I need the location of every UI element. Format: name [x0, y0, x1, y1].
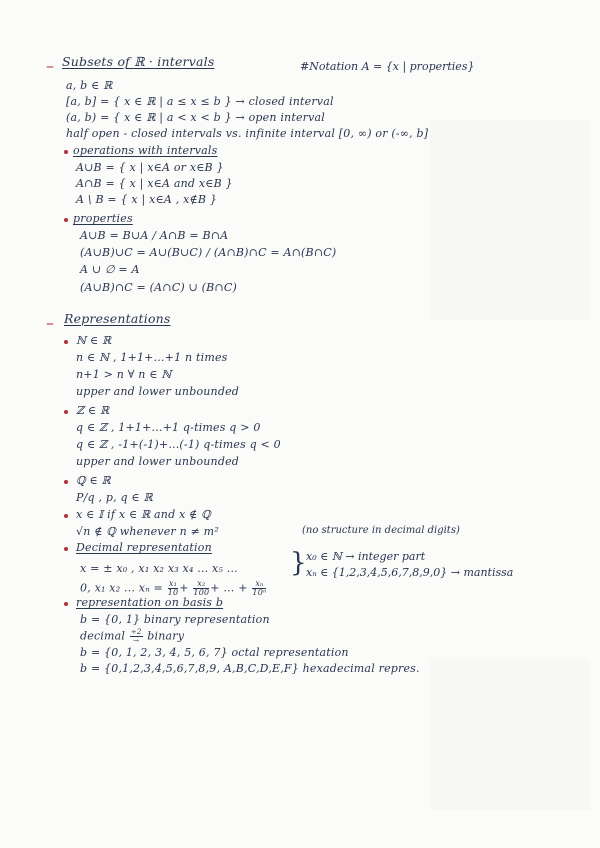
bullet-dot: [64, 150, 68, 154]
decimal-expansion: 0, x₁ x₂ ... xₙ = $\frac{\text{x₁}}{10}$ + $\frac{\text{x₂}}{100}$ + … + $\frac{\text{xₙ}}{\text{10ⁿ}}$: [80, 579, 267, 597]
text-line: n+1 > n ∀ n ∈ ℕ: [76, 368, 172, 381]
dash-bullet: –: [46, 313, 54, 332]
subsection-title-properties: properties: [73, 212, 133, 225]
text-line: [a, b] = { x ∈ ℝ | a ≤ x ≤ b } → closed interval: [66, 95, 334, 108]
text-line: n ∈ ℕ , 1+1+...+1 n times: [76, 351, 228, 364]
text-line: A∪B = { x | x∈A or x∈B }: [76, 161, 224, 174]
text-line: A∩B = { x | x∈A and x∈B }: [76, 177, 233, 190]
text-line: x₀ ∈ ℕ → integer part: [306, 550, 426, 563]
text-line: A ∪ ∅ = A: [80, 263, 140, 276]
text-line: half open - closed intervals vs. infinite interval [0, ∞) or (-∞, b]: [66, 127, 429, 140]
text-line: decimal: [80, 629, 126, 643]
bullet-dot: [64, 602, 68, 606]
text-line: x = ± x₀ , x₁ x₂ x₃ x₄ ... x₅ ...: [80, 562, 238, 575]
bullet-dot: [64, 410, 68, 414]
text-line: P/q , p, q ∈ ℝ: [76, 491, 153, 504]
decimal-to-binary: [80, 628, 184, 645]
bullet-dot: [64, 480, 68, 484]
text-line: q ∈ ℤ , -1+(-1)+...(-1) q-times q < 0: [76, 438, 281, 451]
bleed-through-shadow: [430, 120, 590, 320]
text-line: a, b ∈ ℝ: [66, 79, 113, 92]
subsection-title-basis: representation on basis b: [76, 596, 224, 609]
fraction: $\frac{\text{x₂}}{100}$: [193, 579, 210, 597]
bullet-dot: [64, 340, 68, 344]
dash-bullet: –: [46, 56, 54, 75]
text-line: 0, x₁ x₂ ... xₙ =: [80, 581, 163, 595]
text-line: b = {0, 1} binary representation: [80, 613, 270, 626]
text-line: b = {0,1,2,3,4,5,6,7,8,9, A,B,C,D,E,F} hexadecimal repres.: [80, 662, 420, 675]
text-line: xₙ ∈ {1,2,3,4,5,6,7,8,9,0} → mantissa: [306, 566, 514, 579]
bullet-dot: [64, 514, 68, 518]
text-line: x ∈ 𝕀 if x ∈ ℝ and x ∉ ℚ: [76, 508, 211, 521]
text-line: ℚ ∈ ℝ: [76, 474, 111, 487]
bullet-dot: [64, 218, 68, 222]
text-line: ℤ ∈ ℝ: [76, 404, 110, 417]
text-line: √n ∉ ℚ whenever n ≠ m²: [76, 525, 219, 538]
section-title-subsets: Subsets of ℝ · intervals: [62, 54, 215, 69]
text-line: (A∪B)∪C = A∪(B∪C) / (A∩B)∩C = A∩(B∩C): [80, 246, 337, 259]
subsection-title-operations: operations with intervals: [73, 144, 218, 157]
text-line: ℕ ∈ ℝ: [76, 334, 112, 347]
text-line: (a, b) = { x ∈ ℝ | a < x < b } → open interval: [66, 111, 326, 124]
section-title-representations: Representations: [64, 311, 171, 326]
text-line: (A∪B)∩C = (A∩C) ∪ (B∩C): [80, 281, 237, 294]
text-line: b = {0, 1, 2, 3, 4, 5, 6, 7} octal representation: [80, 646, 349, 659]
text-line: upper and lower unbounded: [76, 385, 240, 398]
arrow-label: $\frac{\div 2}{\to}$: [130, 628, 142, 645]
text-line: A \ B = { x | x∈A , x∉B }: [76, 193, 218, 206]
side-note: (no structure in decimal digits): [302, 525, 460, 536]
text-line: upper and lower unbounded: [76, 455, 240, 468]
notation-note: #Notation A = {x | properties}: [300, 60, 475, 73]
bullet-dot: [64, 547, 68, 551]
bleed-through-shadow: [430, 660, 590, 810]
fraction: $\frac{\text{x₁}}{10}$: [167, 579, 179, 597]
fraction: $\frac{\text{xₙ}}{\text{10ⁿ}}$: [252, 579, 267, 597]
text-line: A∪B = B∪A / A∩B = B∩A: [80, 229, 229, 242]
text-line: q ∈ ℤ , 1+1+...+1 q-times q > 0: [76, 421, 261, 434]
text-line: binary: [147, 629, 185, 643]
subsection-title-decimal: Decimal representation: [76, 541, 212, 554]
curly-brace: }: [290, 548, 307, 578]
